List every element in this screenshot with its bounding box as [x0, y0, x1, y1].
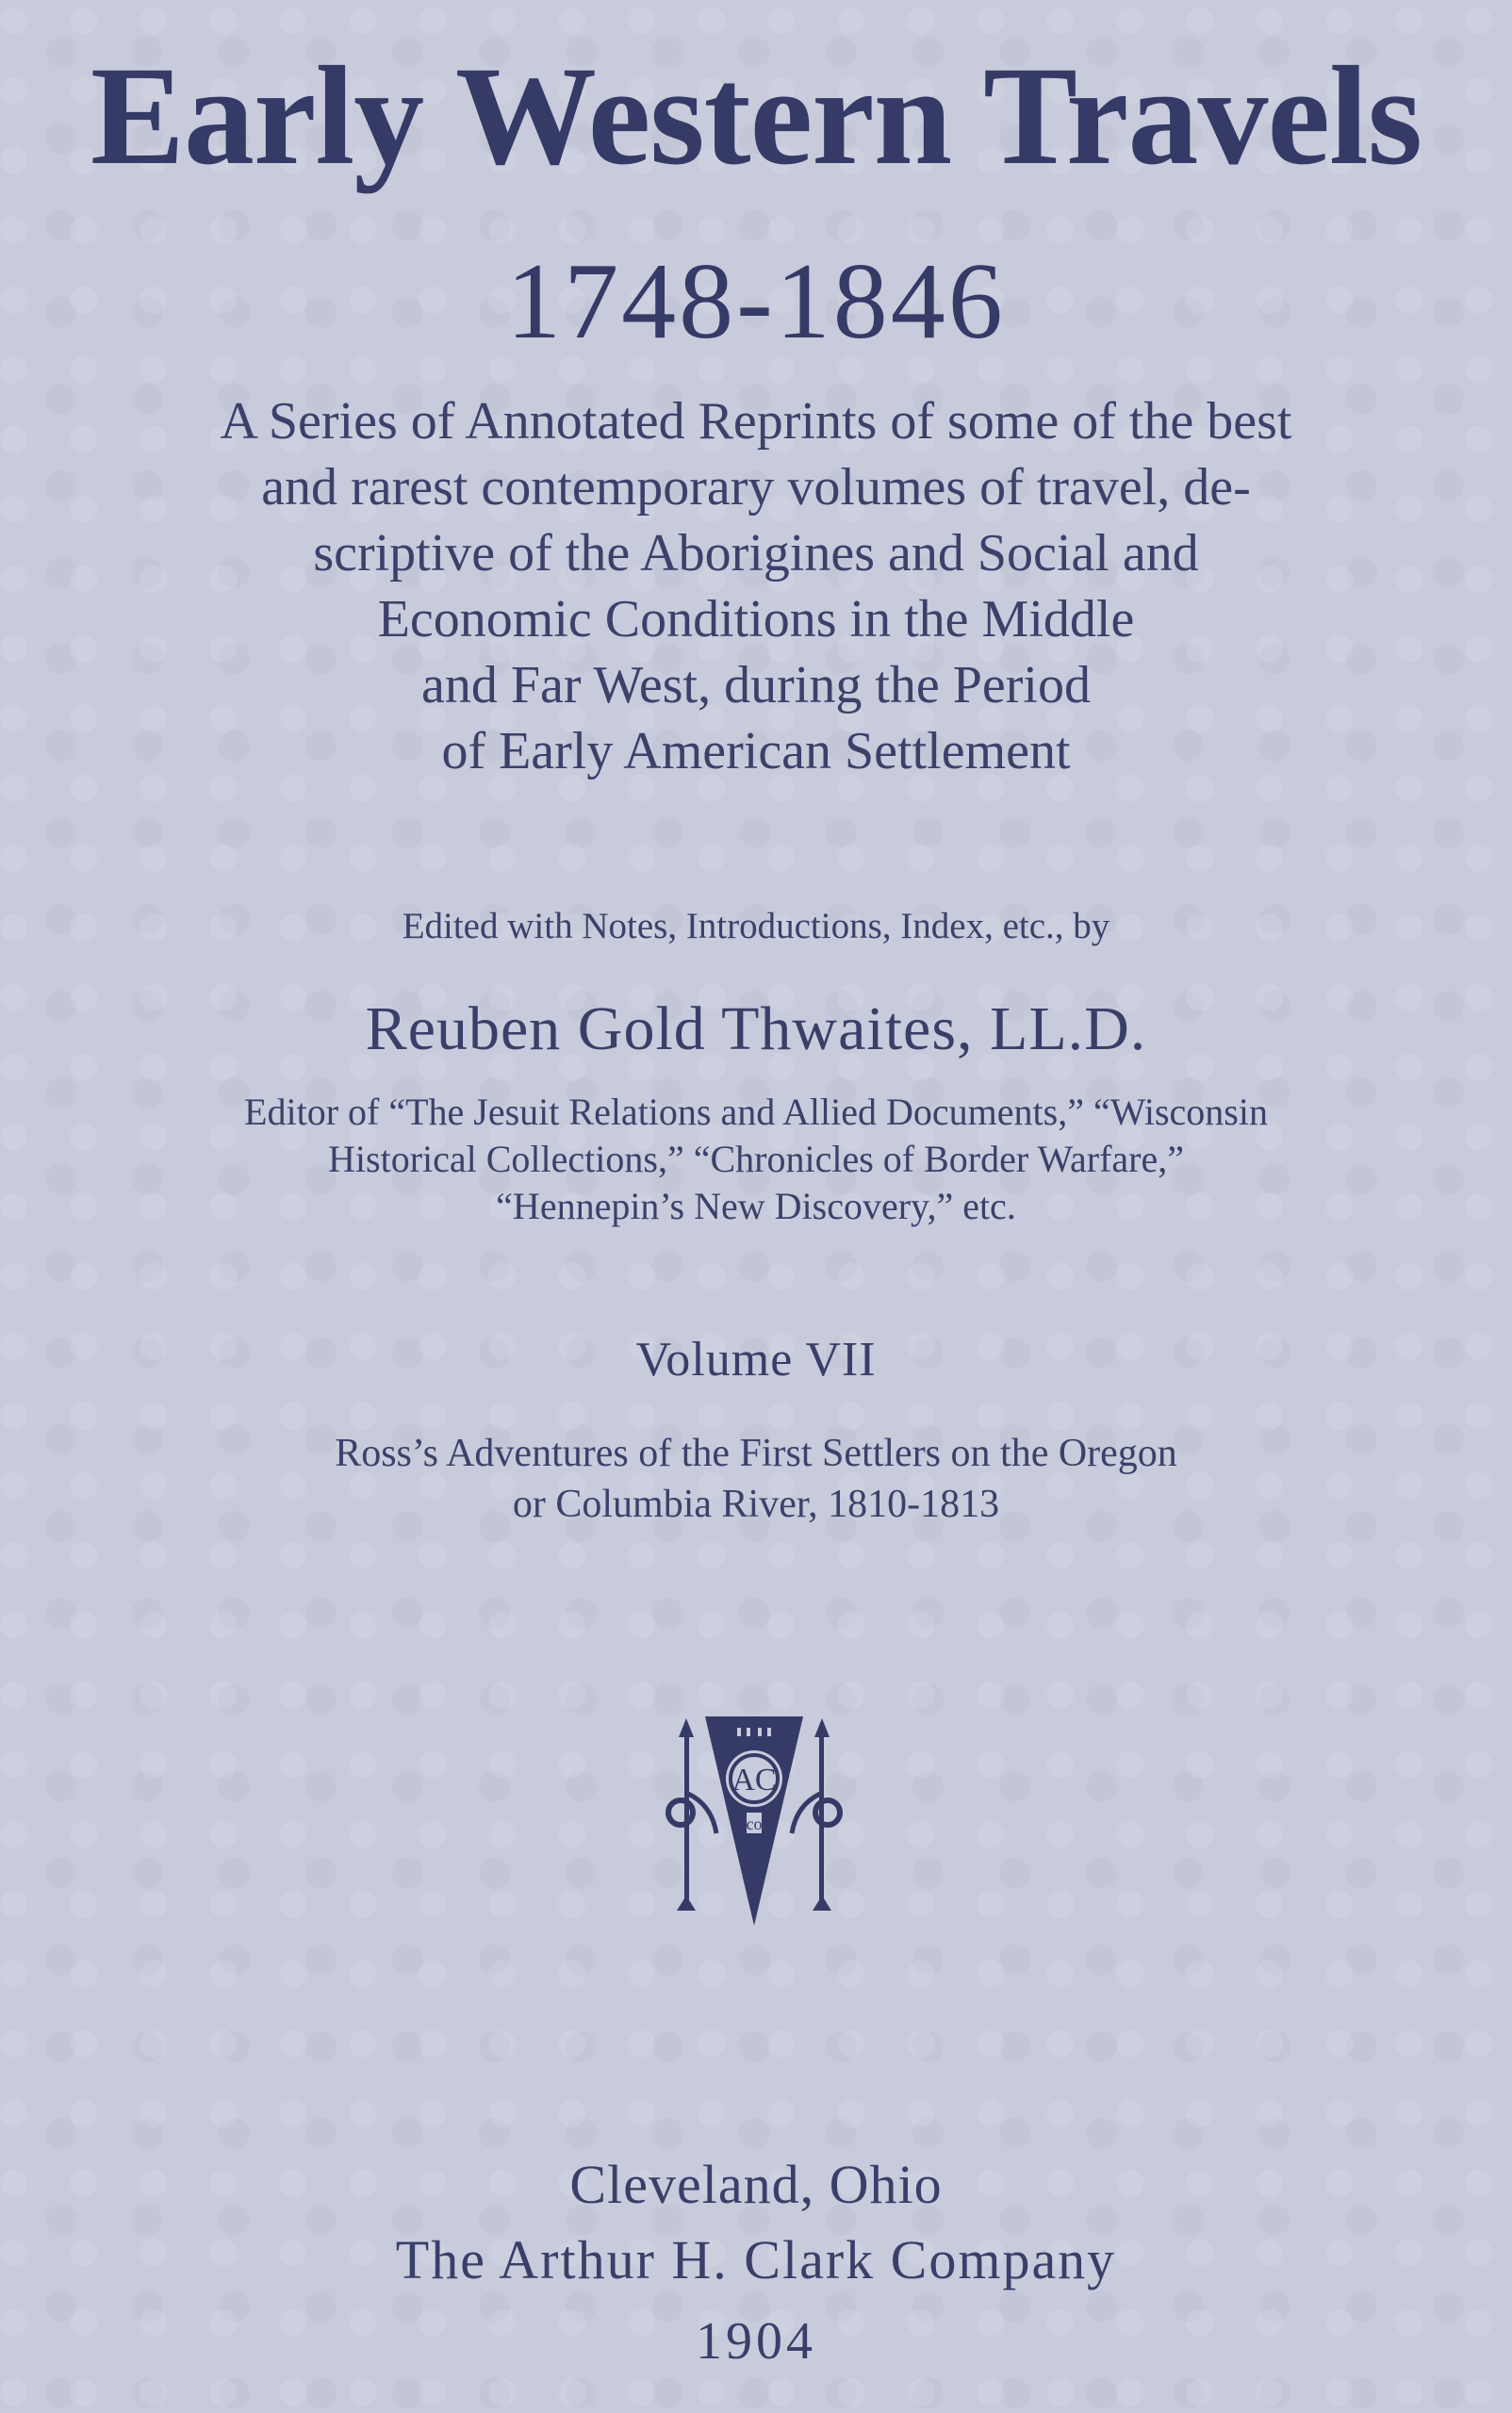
series-description-line: scriptive of the Aborigines and Social and	[313, 524, 1199, 583]
volume-subtitle-line: or Columbia River, 1810-1813	[512, 1483, 1000, 1526]
editor-credits-line: Historical Collections,” “Chronicles of Border Warfare,”	[328, 1138, 1184, 1180]
book-title: Early Western Travels	[90, 38, 1422, 194]
imprint-city: Cleveland, Ohio	[569, 2154, 943, 2215]
svg-text:co: co	[746, 1814, 763, 1833]
publisher-pennant-emblem-icon	[660, 1711, 848, 1928]
imprint-publisher: The Arthur H. Clark Company	[395, 2229, 1117, 2290]
volume-number: Volume VII	[635, 1333, 877, 1387]
series-description-line: Economic Conditions in the Middle	[377, 590, 1135, 648]
volume-subtitle	[0, 1428, 1512, 1530]
series-description-line: and Far West, during the Period	[421, 656, 1091, 714]
svg-text:AC: AC	[731, 1763, 777, 1797]
series-description-line: of Early American Settlement	[441, 722, 1071, 780]
imprint-year: 1904	[696, 2312, 816, 2371]
series-description-line: and rarest contemporary volumes of travel, de-	[261, 458, 1251, 517]
series-description	[0, 388, 1512, 784]
editor-credits	[0, 1089, 1512, 1230]
editor-credits-line: “Hennepin’s New Discovery,” etc.	[496, 1185, 1016, 1227]
edited-by-line: Edited with Notes, Introductions, Index, etc., by	[402, 906, 1110, 946]
editor-name: Reuben Gold Thwaites, LL.D.	[365, 994, 1147, 1063]
date-range: 1748-1846	[506, 241, 1006, 362]
volume-subtitle-line: Ross’s Adventures of the First Settlers on the Oregon	[335, 1432, 1177, 1475]
series-description-line: A Series of Annotated Reprints of some of the best	[220, 392, 1292, 451]
editor-credits-line: Editor of “The Jesuit Relations and Allied Documents,” “Wisconsin	[244, 1091, 1268, 1133]
